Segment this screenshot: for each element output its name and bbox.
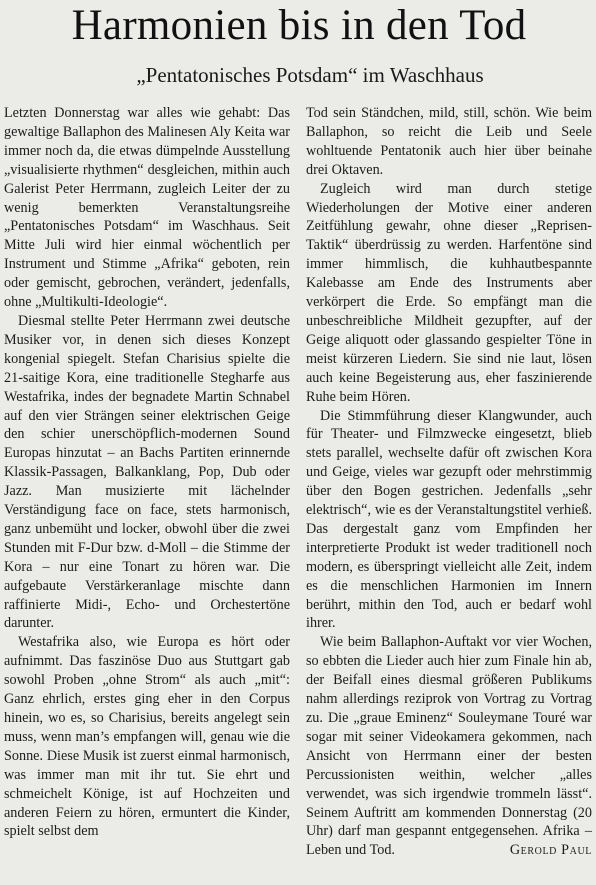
paragraph: Westafrika also, wie Europa es hört oder aufnimmt. Das faszinöse Duo aus Stuttgart gab sowohl Proben „ohne Strom“ als auch „mit“: Ganz ehrlich, erstes ging eher in den Corpus hinein, wo es, so Charisius, bereits angelegt sein muss, wenn man’s empfangen will, genau wie die Sonne. Diese Musik ist zuerst einmal harmonisch, was immer man mit ihr tut. Sie ehrt und schmeichelt Könige, ist auf Hochzeiten und anderen Feiern zu hören, ermuntert die Kinder, spielt selbst dem: [4, 634, 290, 840]
paragraph: Letzten Donnerstag war alles wie gehabt: Das gewaltige Ballaphon des Malinesen Aly Keita war immer noch da, die etwas dümpelnde Ausstellung „visualisierte rhythmen“ desgleichen, mithin auch Galerist Peter Herrmann, zugleich Leiter der zu wenig bemerkten Veranstaltungsreihe „Pentatonisches Potsdam“ im Waschhaus. Seit Mitte Juli wird hier einmal wöchentlich per Instrument und Stimme „Afrika“ geboten, rein oder gemischt, gebrochen, verändert, jedenfalls, ohne „Multikulti-Ideologie“.: [4, 105, 290, 311]
paragraph: Tod sein Ständchen, mild, still, schön. Wie beim Ballaphon, so reicht die Leib und Seele wohltuende Pentatonik auch hier über beinahe drei Oktaven.: [306, 105, 592, 178]
paragraph: Wie beim Ballaphon-Auftakt vor vier Wochen, so ebbten die Lieder auch hier zum Finale hin ab, der Beifall eines diesmal größeren Publikums nahm allerdings reziprok von Vortrag zu Vortrag zu. Die „graue Eminenz“ Souleymane Touré war sogar mit seiner Videokamera gekommen, nach Ansicht von Herrmann einer der besten Percussionisten weithin, welcher „alles verwendet, was sich irgendwie trommeln lässt“. Seinem Auftritt am kommenden Donnerstag (20 Uhr) darf man gespannt entgegensehen. Afrika – Leben und Tod.: [306, 634, 592, 859]
article-body: [4, 104, 592, 884]
headline: Harmonien bis in den Tod: [71, 2, 527, 49]
paragraph: Die Stimmführung dieser Klangwunder, auch für Theater- und Filmzwecke eingesetzt, blieb stets parallel, wechselte dafür oft zwischen Kora und Geige, vieles war gezupft oder mehrstimmig über den Bogen gestrichen. Jedenfalls „sehr elektrisch“, wie es der Veranstaltungstitel verhieß. Das dergestalt ganz vom Empfinden her interpretierte Produkt ist weder traditionell noch modern, es überspringt vielleicht alle Zeit, indem es die menschlichen Harmonien im Innern berührt, mithin den Tod, auch er bedarf wohl ihrer.: [306, 407, 592, 632]
paragraph: Diesmal stellte Peter Herrmann zwei deutsche Musiker vor, in denen sich dieses Konzept kongenial spiegelt. Stefan Charisius spielte die 21-saitige Kora, eine traditionelle Stegharfe aus Westafrika, indes der begnadete Martin Schnabel auf den vier Strängen seiner elektrischen Geige den schier unerschöpflich-modernen Sound Europas hinzutat – an Bachs Partiten erinnernde Klassik-Passagen, Balkanklang, Pop, Dub oder Jazz. Man musizierte mit lächelnder Verständigung face on face, stets harmonisch, ganz unbemüht und locker, obwohl über die zwei Stunden mit F-Dur bzw. d-Moll – die Stimme der Kora – nur eine Tonart zu hören war. Die aufgebaute Verstärkeranlage mischte dann raffinierte Midi-, Echo- und Orchestertöne darunter.: [4, 312, 290, 632]
byline: Gerold Paul: [509, 842, 592, 859]
right-column: [306, 104, 592, 884]
left-column: [4, 104, 290, 884]
subheadline: „Pentatonisches Potsdam“ im Waschhaus: [136, 63, 484, 87]
paragraph: Zugleich wird man durch stetige Wiederholungen der Motive einer anderen Zeitfühlung gewahr, ohne dieser „Reprisen-Taktik“ überdrüssig zu werden. Harfentöne sind immer himmlisch, die kuhhautbespannte Kalebasse am Ende des Instruments aber verkörpert die Erde. So empfängt man die unbeschreibliche Mildheit gezupfter, auf der Geige aliquott oder glassando gespielter Töne in meist kürzeren Liedern. Sie sind nie laut, lösen auch keine Begeisterung aus, eher faszinierende Ruhe beim Hören.: [306, 180, 592, 405]
